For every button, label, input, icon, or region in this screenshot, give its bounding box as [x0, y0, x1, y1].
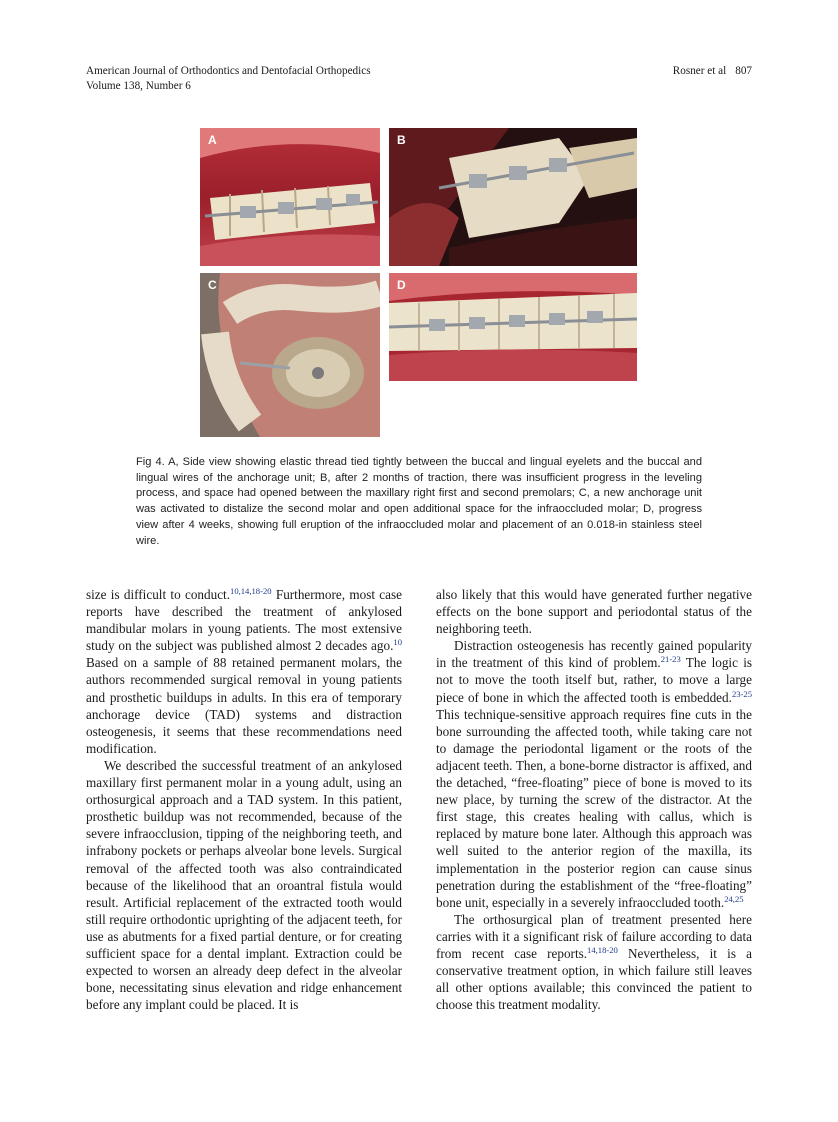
- figure-panel-b: [389, 128, 637, 266]
- right-paragraph-3: [436, 911, 752, 1014]
- citation-link[interactable]: 21-23: [660, 654, 681, 665]
- text-run: The orthosurgical plan of treatment presented here carries with it a significant risk of failure according to data from recent case reports.: [436, 911, 752, 961]
- figure-panel-a: [200, 128, 380, 266]
- left-paragraph-2: We described the successful treatment of an ankylosed maxillary first permanent molar in a young adult, using an orthosurgical approach and a TAD system. In this patient, prosthetic buildup was not recommended, because of the severe infraocclusion, tipping of the neighboring teeth, and infrabony pockets or perhaps alveolar bone levels. Surgical removal of the affected tooth was also contraindicated because of the likelihood that an oroantral fistula would result. Artificial replacement of the extracted tooth would still require orthodontic uprighting of the adjacent teeth, for use as abutments for a fixed partial denture, or for creating sufficient space for a dental implant. Extraction could be expected to worsen an already deep defect in the alveolar bone, necessitating sinus elevation and ridge enhancement before any implant could be placed. It is: [86, 757, 402, 1013]
- figure-caption: Fig 4. A, Side view showing elastic thread tied tightly between the buccal and lingual eyelets and the buccal and lingual wires of the anchorage unit; B, after 2 months of traction, there was insufficient progress in the leveling process, and space had opened between the maxillary right first and second premolars; C, a new anchorage unit was activated to distalize the second molar and open additional space for the infraoccluded molar; D, progress view after 4 weeks, showing full eruption of the infraoccluded molar and placement of an 0.018-in stainless steel wire.: [136, 456, 702, 547]
- figure-panel-c: [200, 273, 380, 437]
- page-number: 807: [735, 65, 752, 77]
- journal-title: American Journal of Orthodontics and Dentofacial Orthopedics: [86, 65, 371, 77]
- citation-link[interactable]: 24,25: [724, 893, 744, 904]
- text-run: This technique-sensitive approach requires fine cuts in the bone surrounding the affected tooth, while taking care not to damage the periodontal ligament or the roots of the adjacent teeth. Then, a bone-borne distractor is affixed, and the detached, “free-floating” piece of bone is moved to its new place, by turning the screw of the distractor. At the first stage, this creates healing with callus, which is replaced by mature bone later. Although this approach was well suited to the anterior region of the maxilla, its implementation in the posterior region can cause sinus penetration during the establishment of the “free-floating” bone unit, especially in a severely infraoccluded tooth.: [436, 706, 752, 910]
- text-run: size is difficult to conduct.: [86, 587, 231, 602]
- left-paragraph-1: [86, 586, 402, 757]
- panel-a-photo: [200, 128, 380, 266]
- text-run: Based on a sample of 88 retained permanent molars, the authors recommended surgical removal in young patients and prosthetic buildups in adults. In this era of temporary anchorage device (TAD) systems and distraction osteogenesis, it seems that these recommendations need modification.: [86, 655, 402, 756]
- text-run: Distraction osteogenesis has recently gained popularity in the treatment of this kind of problem.: [436, 638, 752, 671]
- citation-link[interactable]: 10: [393, 637, 402, 648]
- citation-link[interactable]: 10,14,18-20: [230, 586, 272, 596]
- journal-info: [86, 64, 371, 93]
- text-run: Nevertheless, it is a conservative treatment option, in which failure still leaves all other options available; this convinced the patient to choose this treatment modality.: [436, 945, 753, 1013]
- panel-c-photo: [200, 273, 380, 437]
- text-run: Furthermore, most case reports have described the treatment of ankylosed mandibular molars in young patients. The most extensive study on the subject was published almost 2 decades ago.: [86, 587, 402, 654]
- right-column: [436, 586, 752, 1013]
- author-names: Rosner et al: [672, 65, 727, 77]
- right-paragraph-1: also likely that this would have generated further negative effects on the bone support and periodontal status of the neighboring teeth.: [436, 587, 752, 637]
- panel-a-label: A: [208, 133, 217, 147]
- citation-link[interactable]: 23-25: [731, 688, 752, 699]
- panel-b-photo: [389, 128, 637, 266]
- left-column: [86, 586, 402, 1013]
- journal-volume: Volume 138, Number 6: [86, 79, 191, 92]
- panel-b-label: B: [397, 133, 406, 147]
- panel-c-label: C: [208, 278, 217, 292]
- right-paragraph-2: [436, 637, 752, 911]
- figure-panel-d: [389, 273, 637, 381]
- page-info: [673, 64, 752, 79]
- panel-d-photo: [389, 273, 637, 381]
- citation-link[interactable]: 14,18-20: [587, 944, 618, 955]
- panel-d-label: D: [397, 278, 406, 292]
- text-run: The logic is not to move the tooth itself but, rather, to move a large piece of bone in which the affected tooth is embedded.: [436, 655, 752, 705]
